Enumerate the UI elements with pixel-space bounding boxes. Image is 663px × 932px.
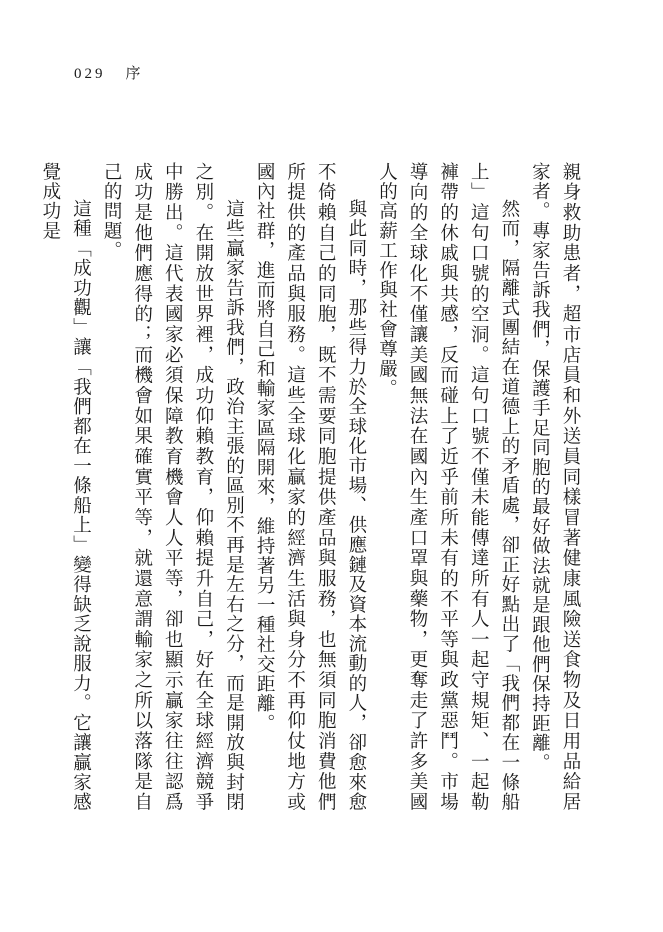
paragraph-continued: 親身救助患者，超市店員和外送員同樣冒著健康風險送食物及日用品給居家者。專家告訴我們，保護手足同胞的最好做法就是跟他們保持距離。 (529, 162, 581, 812)
page-number: 029 (74, 66, 106, 82)
paragraph: 與此同時，那些得力於全球化市場、供應鏈及資本流動的人，卻愈來愈不倚賴自己的同胞，既不需要同胞提供產品與服務，也無須同胞消費他們所提供的產品與服務。這些全球化贏家的經濟生活與身分不再仰仗地方或國內社群，進而將自己和輸家區隔開來，維持著另一種社交距離。 (254, 162, 367, 812)
running-header (74, 62, 142, 83)
paragraph: 然而，隔離式團結在道德上的矛盾處，卻正好點出了「我們都在一條船上」這句口號的空洞。這句口號不僅未能傳達所有人一起守規矩、一起勒褲帶的休戚與共感，反而碰上了近乎前所未有的不平等與政黨惡鬥。市場導向的全球化不僅讓美國無法在國內生產口罩與藥物，更奪走了許多美國人的高薪工作與社會尊嚴。 (376, 162, 520, 812)
paragraph: 這些贏家告訴我們，政治主張的區別不再是左右之分，而是開放與封閉之別。在開放世界裡，成功仰賴教育，仰賴提升自己，好在全球經濟競爭中勝出。這代表國家必須保障教育機會人人平等，卻也顯示贏家往往認爲成功是他們應得的；而機會如果確實平等，就還意謂輸家之所以落隊是自己的問題。 (101, 162, 245, 812)
paragraph: 這種「成功觀」讓「我們都在一條船上」變得缺乏說服力。它讓贏家感覺成功是 (39, 162, 92, 812)
section-title: 序 (125, 64, 142, 82)
body-text (34, 162, 585, 812)
